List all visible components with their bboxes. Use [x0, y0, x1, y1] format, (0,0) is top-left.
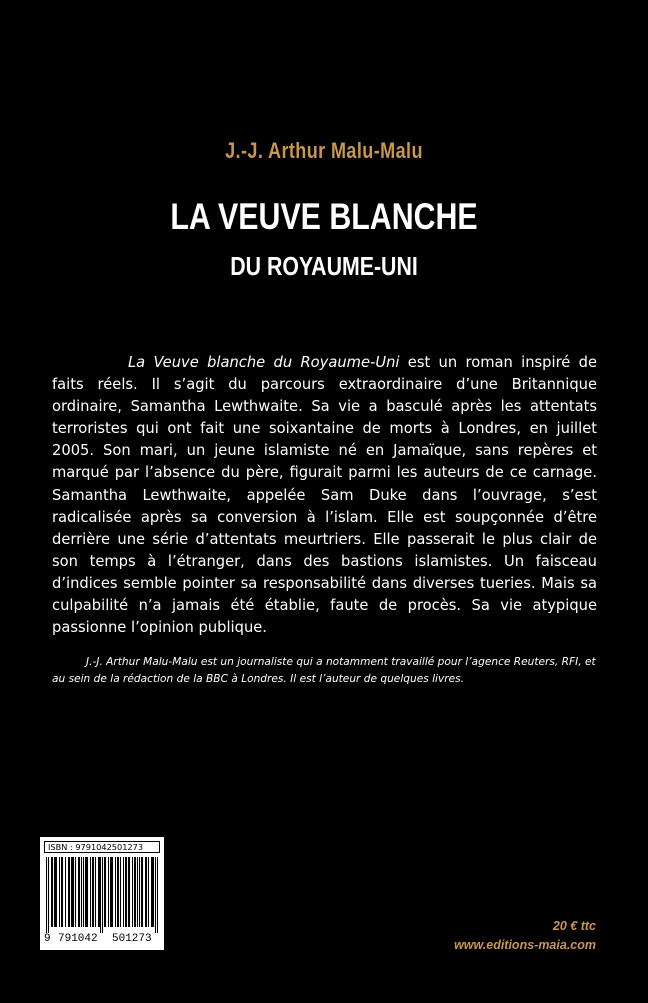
- synopsis-title: La Veuve blanche du Royaume-Uni: [128, 354, 400, 371]
- barcode-bars-icon: [46, 857, 158, 933]
- barcode-digit-first: 9: [44, 933, 51, 945]
- price: 20 € ttc: [552, 919, 596, 933]
- book-title-line1: LA VEUVE BLANCHE: [170, 196, 478, 237]
- author-name: J.-J. Arthur Malu-Malu: [225, 138, 423, 163]
- synopsis: [52, 352, 597, 639]
- publisher-website[interactable]: www.editions-maia.com: [454, 938, 596, 952]
- barcode: [40, 837, 164, 950]
- author-bio: J.-J. Arthur Malu-Malu est un journaliste qui a notamment travaillé pour l’agence Reuters, RFI, et au sein de la rédaction de la BBC à Londres. Il est l’auteur de quelques livres.: [52, 656, 596, 685]
- barcode-digit-group1: 791042: [58, 933, 98, 945]
- book-title-line2: DU ROYAUME-UNI: [230, 251, 418, 281]
- barcode-digits: [44, 933, 162, 947]
- barcode-digit-group2: 501273: [112, 933, 152, 945]
- isbn-label: ISBN : 9791042501273: [44, 841, 160, 853]
- synopsis-text: est un roman inspiré de faits réels. Il s’agit du parcours extraordinaire d’une Britannique ordinaire, Samantha Lewthwaite. Sa vie a basculé après les attentats terroristes qui ont fait une soixantaine de morts à Londres, en juillet 2005. Son mari, un jeune islamiste né en Jamaïque, sans repères et marqué par l’absence du père, figurait parmi les auteurs de ce carnage. Samantha Lewthwaite, appelée Sam Duke dans l’ouvrage, s’est radicalisée après sa conversion à l’islam. Elle est soupçonnée d’être derrière une série d’attentats meurtriers. Elle passerait le plus clair de son temps à l’étranger, dans des bastions islamistes. Un faisceau d’indices semble pointer sa responsabilité dans diverses tueries. Mais sa culpabilité n’a jamais été établie, faute de procès. Sa vie atypique passionne l’opinion publique.: [52, 354, 597, 637]
